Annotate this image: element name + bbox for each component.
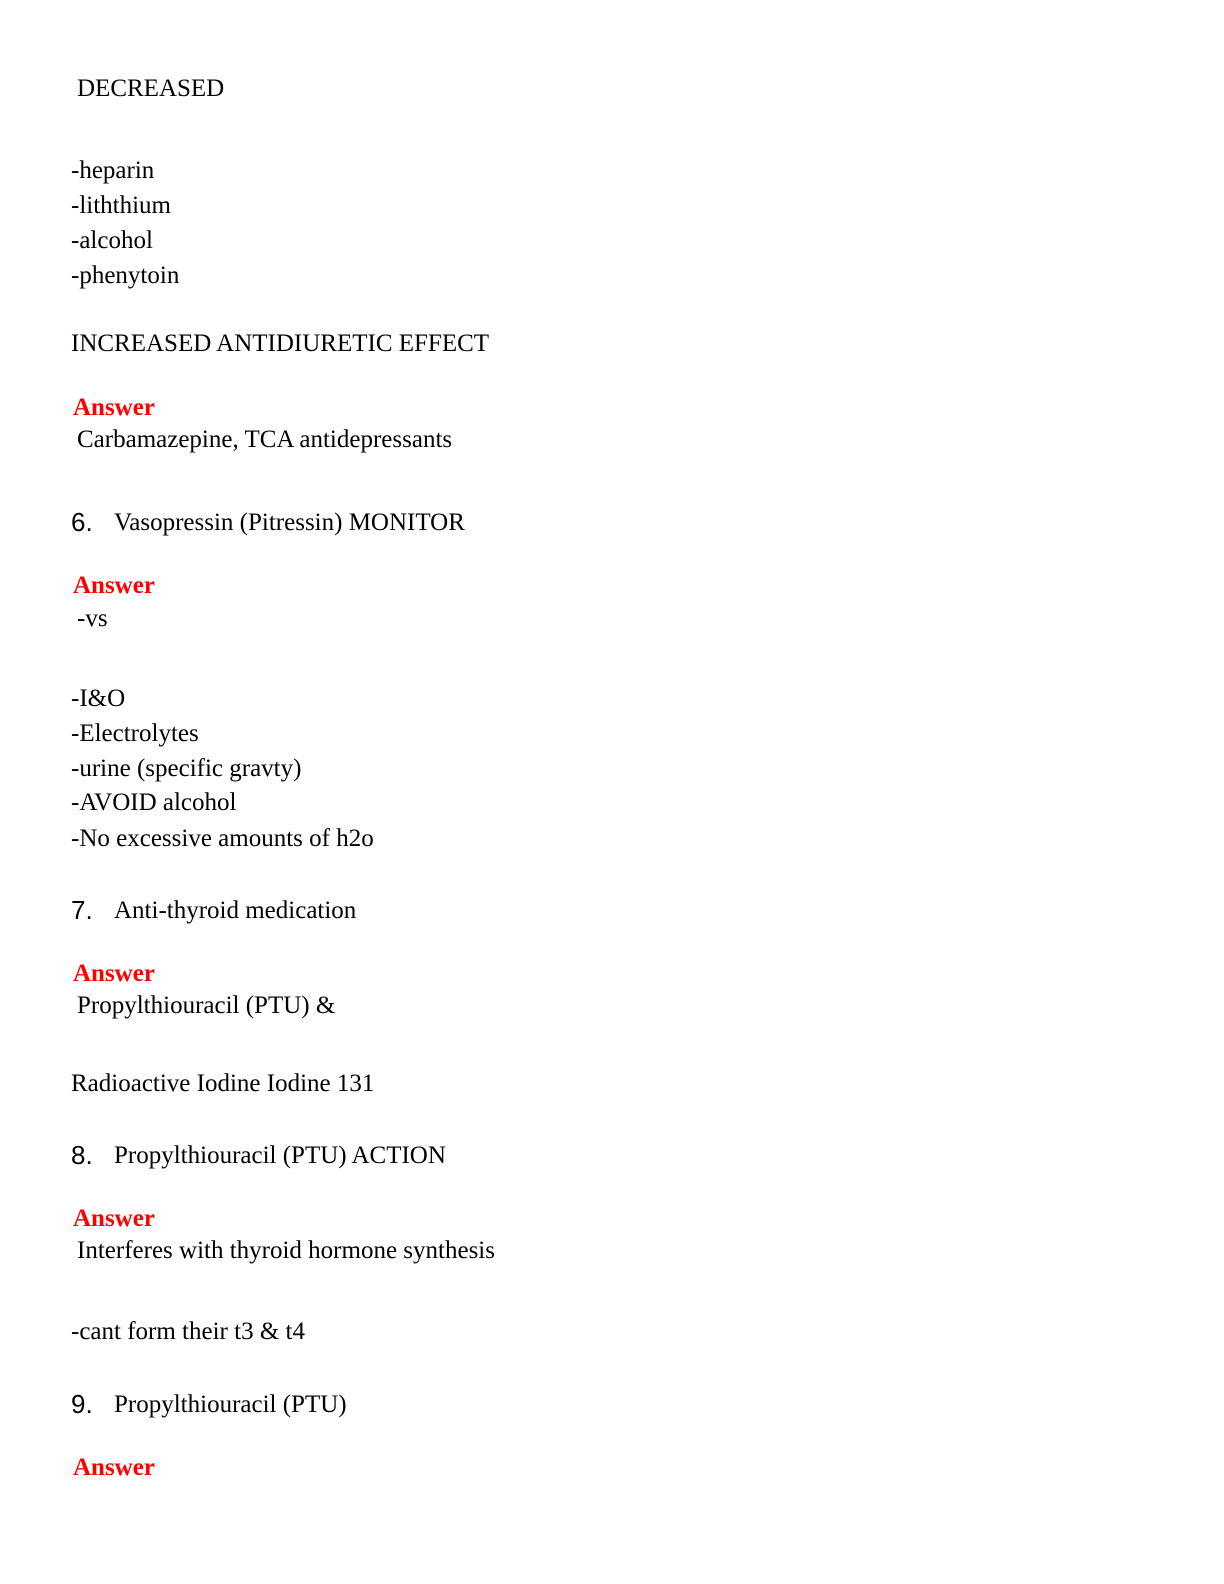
- answer-line: -vs: [77, 605, 108, 632]
- question-text: Vasopressin (Pitressin) MONITOR: [114, 509, 465, 536]
- question-text: Propylthiouracil (PTU) ACTION: [114, 1142, 446, 1169]
- answer-line: -I&O: [71, 685, 126, 712]
- question-text: Anti-thyroid medication: [114, 897, 357, 924]
- list-item: -heparin: [71, 157, 155, 184]
- list-item: -liththium: [71, 192, 171, 219]
- answer-line: -Electrolytes: [71, 720, 199, 747]
- answer-label: Answer: [73, 1454, 155, 1481]
- question-number: 7.: [71, 895, 93, 925]
- answer-line: -urine (specific gravty): [71, 755, 302, 782]
- answer-label: Answer: [73, 572, 155, 599]
- answer-label: Answer: [73, 1205, 155, 1232]
- answer-line: -cant form their t3 & t4: [71, 1318, 305, 1345]
- answer-line: Radioactive Iodine Iodine 131: [71, 1070, 375, 1097]
- question-number: 6.: [71, 507, 93, 537]
- answer-line: Interferes with thyroid hormone synthesis: [77, 1237, 495, 1264]
- answer-text: Carbamazepine, TCA antidepressants: [77, 426, 453, 453]
- answer-line: Propylthiouracil (PTU) &: [77, 992, 336, 1019]
- answer-label: Answer: [73, 394, 155, 421]
- section-heading-antidiuretic: INCREASED ANTIDIURETIC EFFECT: [71, 330, 490, 357]
- question-number: 8.: [71, 1140, 93, 1170]
- answer-line: -No excessive amounts of h2o: [71, 825, 374, 852]
- question-text: Propylthiouracil (PTU): [114, 1391, 347, 1418]
- answer-label: Answer: [73, 960, 155, 987]
- question-number: 9.: [71, 1389, 93, 1419]
- section-heading-decreased: DECREASED: [77, 75, 225, 102]
- list-item: -phenytoin: [71, 262, 180, 289]
- list-item: -alcohol: [71, 227, 153, 254]
- answer-line: -AVOID alcohol: [71, 789, 237, 816]
